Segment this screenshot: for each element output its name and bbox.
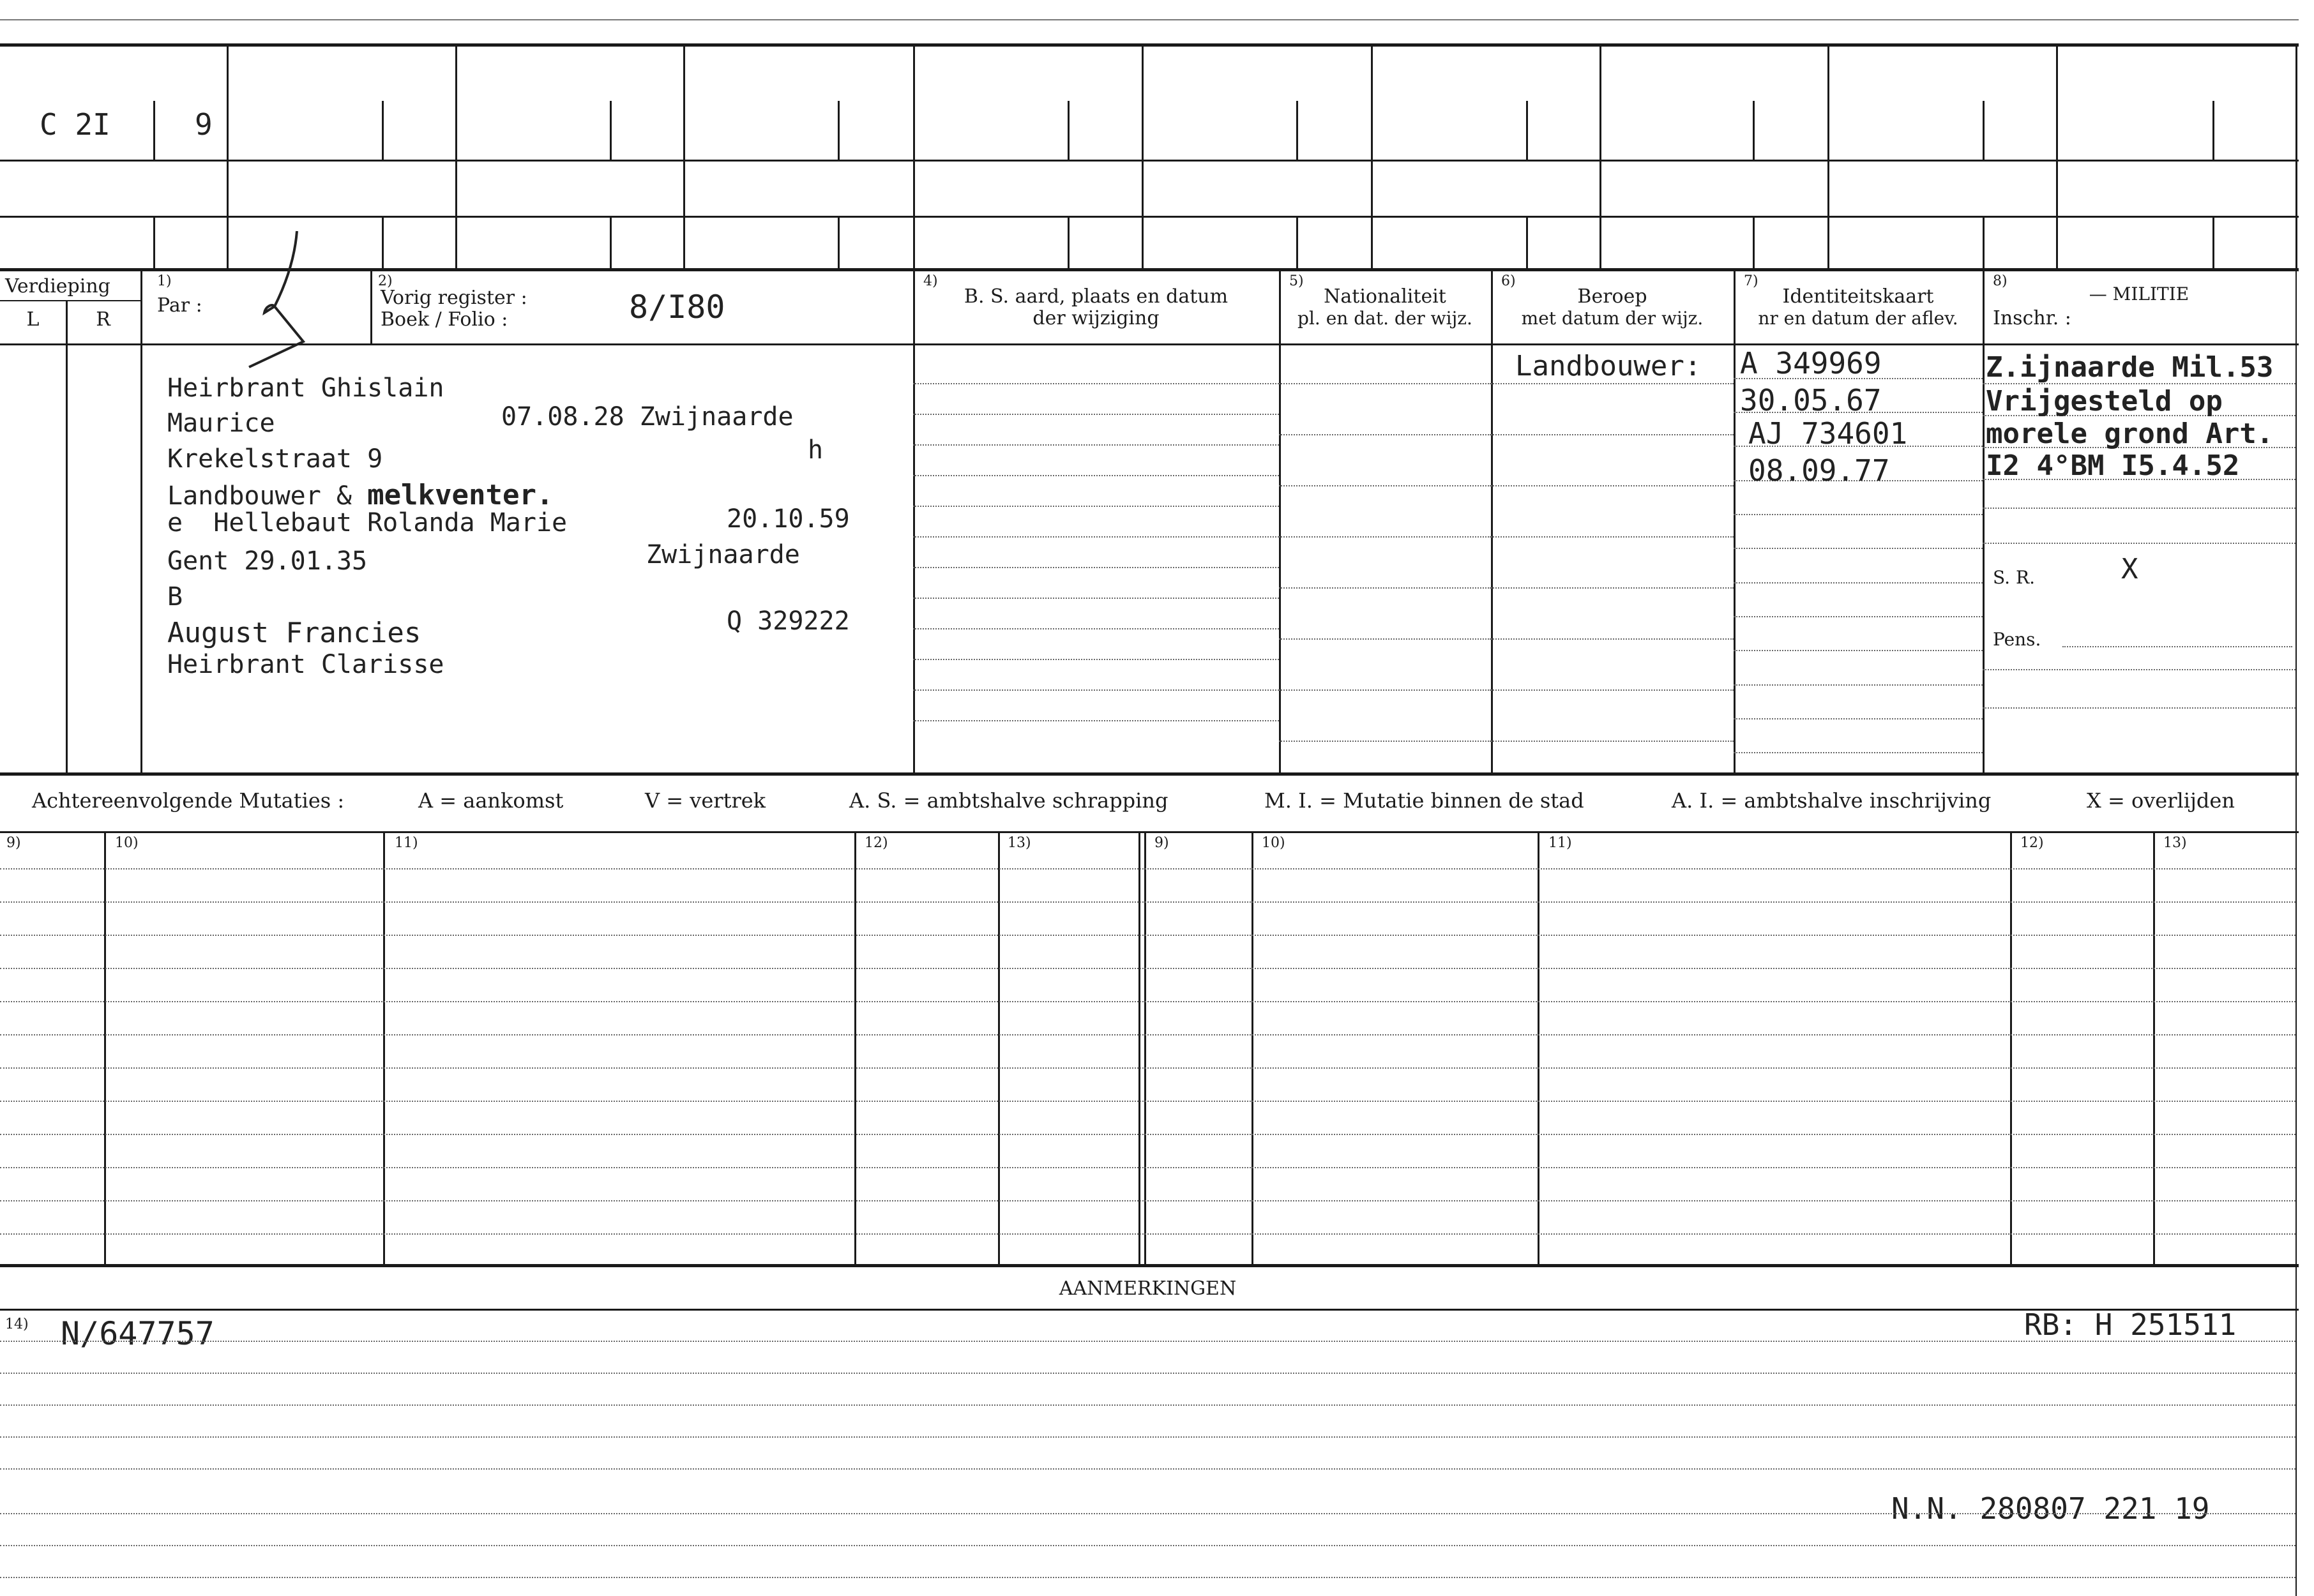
col7-title-line1: Identiteitskaart [1782, 285, 1934, 308]
mutaties-right-col-9: 9) [1154, 835, 1169, 851]
person-marriage-date: 20.10.59 [727, 504, 850, 534]
handwritten-par-mark [243, 230, 319, 370]
aanmerkingen-reference: N/647757 [61, 1315, 215, 1352]
person-id-number: Q 329222 [727, 606, 850, 636]
top-grid-code: C 2I [40, 107, 110, 142]
col2-number: 2) [378, 273, 393, 289]
identity-date-2: 08.09.77 [1748, 453, 1890, 488]
person-mother: Heirbrant Clarisse [167, 650, 444, 679]
militie-sr-value: X [2121, 553, 2138, 585]
col2-vorig-register-label: Vorig register : [381, 287, 527, 309]
mutaties-title: Achtereenvolgende Mutaties : [32, 788, 345, 813]
col4-title-line1: B. S. aard, plaats en datum [964, 285, 1229, 308]
mutaties-left-col-12: 12) [865, 835, 888, 851]
person-name: Heirbrant Ghislain [167, 373, 444, 403]
col2-boek-folio-label: Boek / Folio : [381, 308, 508, 331]
col5-title-line1: Nationaliteit [1324, 285, 1446, 308]
person-father: August Francies [167, 617, 421, 649]
col8-number: 8) [1993, 273, 2008, 289]
col7-title-line2: nr en datum der aflev. [1758, 308, 1958, 329]
col5-title-line2: pl. en dat. der wijz. [1297, 308, 1472, 329]
col6-title-line2: met datum der wijz. [1521, 308, 1704, 329]
col2-boek-folio-value: 8/I80 [629, 289, 725, 326]
mutaties-left-col-10: 10) [115, 835, 139, 851]
aanmerkingen-number: 14) [5, 1316, 29, 1332]
verdieping-l-label: L [26, 308, 40, 331]
verdieping-r-label: R [96, 308, 110, 331]
col4-number: 4) [923, 273, 938, 289]
col1-number: 1) [157, 273, 172, 289]
person-marriage-place: Zwijnaarde [646, 540, 800, 569]
col6-number: 6) [1501, 273, 1516, 289]
mutaties-legend-mi: M. I. = Mutatie binnen de stad [1264, 788, 1584, 813]
col6-title-line1: Beroep [1577, 285, 1647, 308]
mutaties-legend-as: A. S. = ambtshalve schrapping [849, 788, 1168, 813]
person-address: Krekelstraat 9 [167, 444, 383, 474]
aanmerkingen-title: AANMERKINGEN [1059, 1277, 1237, 1300]
occupation-part-b: melkventer. [367, 479, 554, 511]
top-grid-number: 9 [195, 107, 213, 142]
aanmerkingen-national-number: N.N. 280807 221 19 [1891, 1491, 2210, 1526]
person-mark-h: h [808, 435, 824, 465]
col1-par-label: Par : [157, 294, 202, 317]
person-occupation [167, 479, 553, 511]
col8-militie-title: — MILITIE [2089, 283, 2189, 305]
verdieping-label: Verdieping [5, 275, 110, 297]
occupation-part-a: Landbouwer & [167, 481, 368, 511]
mutaties-legend-a: A = aankomst [418, 788, 564, 813]
mutaties-right-col-12: 12) [2020, 835, 2044, 851]
mutaties-right-col-11: 11) [1548, 835, 1572, 851]
militie-line-2: Vrijgesteld op [1986, 385, 2223, 418]
mutaties-left-col-9: 9) [6, 835, 21, 851]
militie-sr-label: S. R. [1993, 567, 2035, 588]
mutaties-left-col-13: 13) [1008, 835, 1031, 851]
beroep-value: Landbouwer: [1515, 350, 1702, 382]
identity-date-1: 30.05.67 [1740, 383, 1882, 418]
col7-number: 7) [1744, 273, 1758, 289]
militie-line-3: morele grond Art. [1986, 418, 2274, 450]
mutaties-right-col-13: 13) [2163, 835, 2187, 851]
identity-number-1: A 349969 [1740, 346, 1882, 380]
col5-number: 5) [1289, 273, 1304, 289]
person-firstname: Maurice [167, 409, 275, 438]
mutaties-legend-x: X = overlijden [2087, 788, 2235, 813]
col8-inschr-label: Inschr. : [1993, 307, 2071, 329]
militie-line-1: Z.ijnaarde Mil.53 [1986, 351, 2274, 384]
person-birth: 07.08.28 Zwijnaarde [501, 402, 794, 432]
mutaties-legend-v: V = vertrek [645, 788, 766, 813]
militie-line-4: I2 4°BM I5.4.52 [1986, 449, 2240, 482]
militie-pens-label: Pens. [1993, 629, 2041, 650]
identity-number-2: AJ 734601 [1748, 416, 1908, 451]
aanmerkingen-rb-number: RB: H 251511 [2024, 1307, 2237, 1342]
mutaties-left-col-11: 11) [395, 835, 418, 851]
person-spouse: e Hellebaut Rolanda Marie [167, 508, 568, 538]
person-spouse-birth: Gent 29.01.35 [167, 546, 368, 576]
mutaties-legend-ai: A. I. = ambtshalve inschrijving [1672, 788, 1992, 813]
person-nationality: B [167, 582, 183, 612]
mutaties-right-col-10: 10) [1262, 835, 1285, 851]
col4-title-line2: der wijziging [1032, 307, 1160, 329]
